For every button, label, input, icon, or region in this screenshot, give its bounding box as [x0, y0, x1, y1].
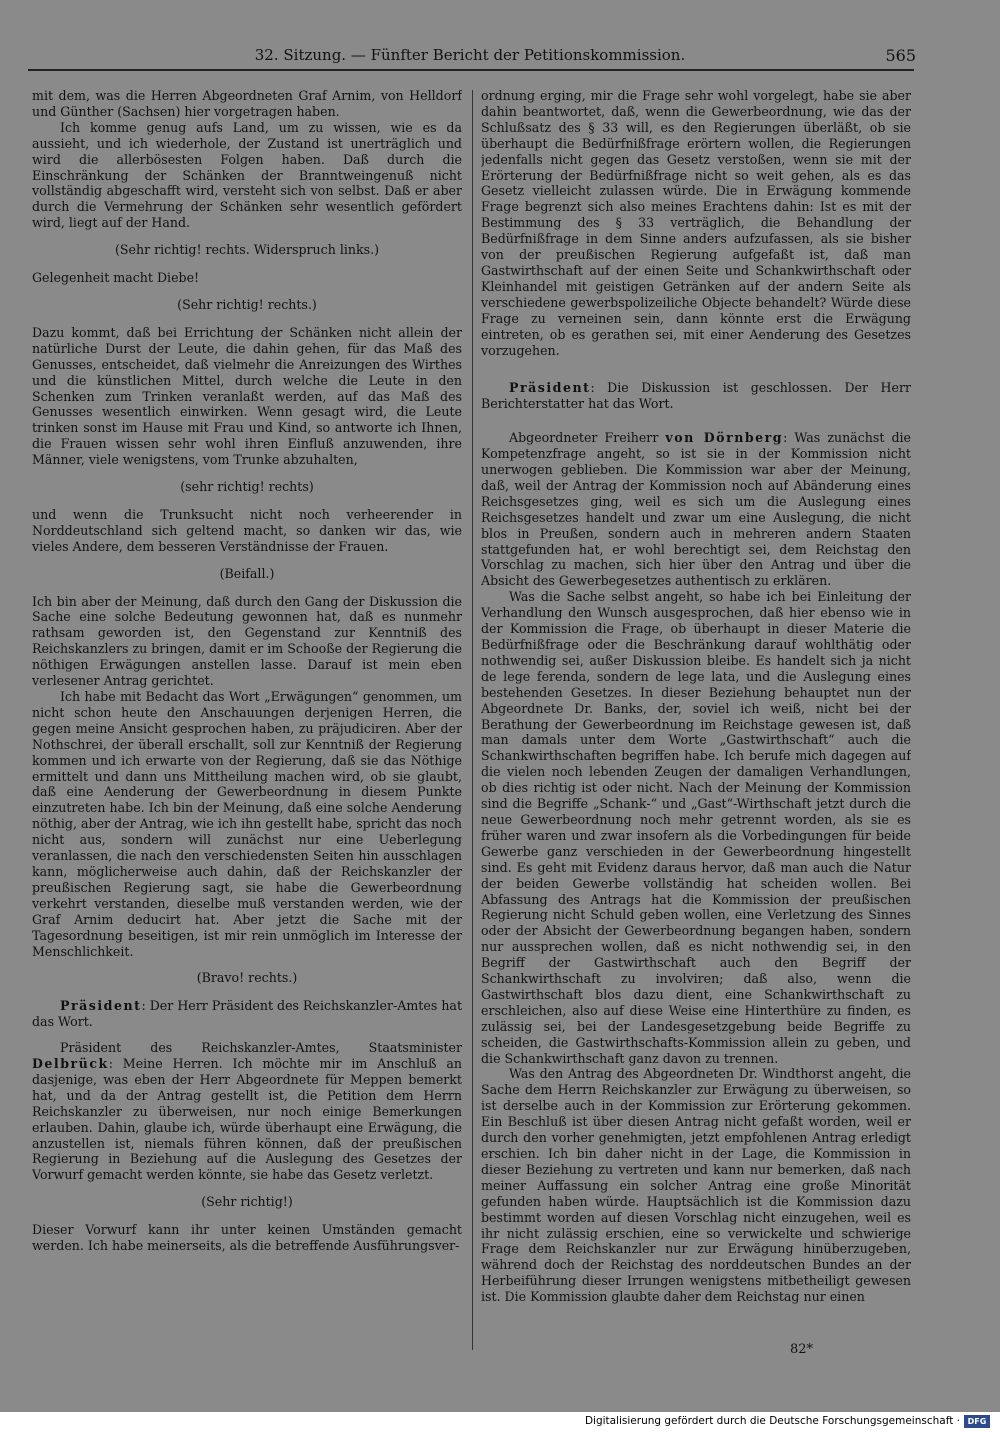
interjection: (Sehr richtig! rechts.) — [177, 296, 317, 312]
page-title: 32. Sitzung. — Fünfter Bericht der Petitionskommission. — [254, 46, 686, 64]
speaker-name: Delbrück — [32, 1056, 109, 1072]
paragraph: Gelegenheit macht Diebe! — [32, 270, 200, 286]
paragraph: Dieser Vorwurf kann ihr unter keinen Umständen gemacht werden. Ich habe meinerseits, als die betreffende Ausführungsver- — [32, 1222, 462, 1254]
speaker-name: von Dörnberg — [665, 430, 784, 446]
paragraph: mit dem, was die Herren Abgeordneten Graf Arnim, von Helldorf und Günther (Sachsen) hier vorgetragen haben. — [32, 88, 462, 119]
interjection: (Bravo! rechts.) — [196, 970, 298, 986]
speaker-role: Abgeordneter Freiherr — [509, 430, 666, 446]
speech-paragraph — [481, 430, 911, 589]
paragraph: und wenn die Trunksucht nicht noch verheerender in Norddeutschland sich geltend macht, so danken wir das, wie vieles Andere, dem besseren Verständnisse der Frauen. — [32, 506, 462, 554]
paragraph: Ich habe mit Bedacht das Wort „Erwägungen“ genommen, um nicht schon heute den Anschauungen derjenigen Herren, die gegen meine Ansicht gesprochen haben, zu präjudiciren. Aber der Nothschrei, der überall erschallt, soll zur Kenntniß der Regierung kommen und ich erwarte von der Regierung, daß sie das Nöthige ermittelt und dann uns Mittheilung machen wird, ob sie glaubt, daß eine Aenderung der Gewerbeordnung in diesem Punkte einzutreten habe. Ich bin der Meinung, daß eine solche Aenderung nöthig, aber der Antrag, wie ich ihn gestellt habe, spricht das noch nicht aus, sondern will zunächst nur eine Ueberlegung veranlassen, die nach den verschiedensten Seiten hin ausschlagen kann, möglicherweise auch dahin, daß der Reichskanzler der preußischen Regierung sagt, sie habe die Gewerbeordnung verkehrt verstanden, dieselbe muß verstanden werden, wie der Graf Arnim deducirt hat. Aber jetzt die Sache mit der Tagesordnung beseitigen, ist mir rein unmöglich im Interesse der Menschlichkeit. — [32, 689, 462, 959]
speech-paragraph — [32, 998, 462, 1030]
paragraph: Was den Antrag des Abgeordneten Dr. Windthorst angeht, die Sache dem Herrn Reichskanzler zur Erwägung zu überweisen, so ist derselbe auch in der Kommission zur Erörterung gekommen. Ein Beschluß ist über diesen Antrag nicht gefaßt worden, weil er durch den vorher genehmigten, jetzt empfohlenen Antrag erledigt erschien. Ich bin daher nicht in der Lage, die Kommission in dieser Beziehung zu vertreten und kann nur bemerken, daß nach meiner Auffassung ein solcher Antrag eine große Minorität gefunden haben würde. Hauptsächlich ist die Kommission dazu bestimmt worden auf diesen Vorschlag nicht einzugehen, weil es ihr nicht zulässig erschien, eine so verwickelte und schwierige Frage dem Reichskanzler nur zur Erwägung hinüberzugeben, während doch der Reichstag des norddeutschen Bundes an der Herbeiführung dieser Irrungen wenigstens mitbetheiligt gewesen ist. Die Kommission glaubte daher dem Reichstag nur einen — [481, 1066, 911, 1305]
paragraph: Was die Sache selbst angeht, so habe ich bei Einleitung der Verhandlung den Wunsch ausgesprochen, daß hier ebenso wie in der Kommission die Frage, ob überhaupt in dieser Materie die Bedürfnißfrage oder die Beschränkung darauf wohlthätig oder nothwendig sei, außer Diskussion bleibe. Es handelt sich ja nicht de lege ferenda, sondern de lege lata, und die Auslegung eines bestehenden Gesetzes. In dieser Beziehung behauptet nun der Abgeordnete Dr. Banks, der, soviel ich weiß, nicht bei der Berathung der Gewerbeordnung im Reichstage gewesen ist, daß man damals unter dem Worte „Gastwirthschaft“ auch die Schankwirthschaften begriffen habe. Ich berufe mich dagegen auf die vielen noch lebenden Zeugen der damaligen Verhandlungen, ob dies richtig ist oder nicht. Nach der Meinung der Kommission sind die Begriffe „Schank-“ und „Gast“-Wirthschaft jetzt durch die neue Gewerbeordnung noch mehr getrennt worden, als sie es früher waren und zwar insofern als die Vorbedingungen für beide Gewerbe ganz verschieden in der Gewerbeordnung hingestellt sind. Es geht mit Evidenz daraus hervor, daß man auch die Natur der beiden Gewerbe vollständig hat scheiden wollen. Bei Abfassung des Antrags hat die Kommission der preußischen Regierung nicht Schuld geben wollen, eine Verletzung des Sinnes oder der Absicht der Gewerbeordnung begangen haben, sondern nur aussprechen wollen, daß es nicht nothwendig sei, in den Begriff der Gastwirthschaft auch den Begriff der Schankwirthschaft zu involviren; daß also, wenn die Gastwirthschaft blos dazu dient, eine Schankwirthschaft zu erschleichen, also auf diese Weise eine Hinterthüre zu finden, es zulässig sei, bei der Landesgesetzgebung beide Begriffe zu scheiden, die Gastwirthschafts-Kommission allein zu geben, und die Schankwirthschaft ganz davon zu trennen. — [481, 589, 911, 1066]
header-rule — [28, 69, 914, 71]
speech-text: : Die Diskussion ist geschlossen. Der Herr Berichterstatter hat das Wort. — [481, 380, 911, 412]
paragraph: Dazu kommt, daß bei Errichtung der Schänken nicht allein der natürliche Durst der Leute, die dahin gehen, für das Maß des Genusses, entscheidet, daß vielmehr die Anreizungen des Wirthes und die künstlichen Mittel, durch welche die Leute in den Schenken zum Trinken veranlaßt werden, auf das Maß des Genusses wesentlich einwirken. Wenn gesagt wird, die Leute trinken sonst im Hause mit Frau und Kind, so antworte ich Ihnen, die Frauen wissen sehr wohl ihren Einfluß anzuwenden, ihre Männer, viele wenigstens, vom Trunke abzuhalten, — [32, 324, 462, 468]
signature-mark: 82* — [790, 1342, 814, 1357]
interjection: (Beifall.) — [219, 565, 275, 581]
speaker-role: Präsident des Reichskanzler-Amtes, Staatsminister — [60, 1040, 462, 1056]
speaker-name: Präsident — [60, 998, 142, 1014]
interjection: (Sehr richtig! rechts. Widerspruch links.) — [114, 242, 379, 258]
page-number: 565 — [885, 46, 916, 65]
speaker-name: Präsident — [509, 380, 591, 396]
paragraph: Ich komme genug aufs Land, um zu wissen, wie es da aussieht, und ich wiederhole, der Zustand ist unerträglich und wird die allerbösesten Folgen haben. Daß durch die Einschränkung der Schänken der Branntweingenuß nicht vollständig abgeschafft wird, versteht sich von selbst. Daß er aber durch die Vermehrung der Schänken sehr wesentlich gefördert wird, liegt auf der Hand. — [32, 119, 462, 231]
page-header — [24, 46, 916, 68]
speech-text: : Der Herr Präsident des Reichskanzler-Amtes hat das Wort. — [32, 998, 462, 1030]
footer — [584, 1414, 994, 1430]
speech-paragraph — [481, 380, 911, 412]
interjection: (sehr richtig! rechts) — [180, 479, 314, 495]
footer-text: Digitalisierung gefördert durch die Deutsche Forschungsgemeinschaft · — [584, 1415, 960, 1427]
speech-paragraph — [32, 1040, 462, 1183]
paragraph: ordnung erging, mir die Frage sehr wohl vorgelegt, habe sie aber dahin beantwortet, daß, wenn die Gewerbeordnung, wie das der Schlußsatz des § 33 will, es den Regierungen überläßt, ob sie überhaupt die Bedürfnißfrage erörtern wollen, die Regierungen jedenfalls nicht gegen das Gesetz verstoßen, wenn sie mit der Erörterung der Bedürfnißfrage nicht so weit gehen, als es das Gesetz vielleicht zulassen würde. Die in Erwägung kommende Frage begrenzt sich also meines Erachtens dahin: Ist es mit der Bestimmung des § 33 verträglich, die Behandlung der Bedürfnißfrage in dem Sinne anders aufzufassen, als sie bisher von der preußischen Regierung aufgefaßt ist, daß man Gastwirthschaft auf der einen Seite und Schankwirthschaft oder Kleinhandel mit geistigen Getränken auf der andern Seite als verschiedene gewerbspolizeiliche Objecte behandelt? Würde diese Frage zu verneinen sein, dann könnte erst die Erwägung eintreten, ob es gerathen sei, mit einer Aenderung des Gesetzes vorzugehen. — [481, 88, 911, 358]
speech-text: : Meine Herren. Ich möchte mir im Anschluß an dasjenige, was eben der Herr Abgeordnete für Meppen bemerkt hat, und da der Antrag gestellt ist, die Petition dem Herrn Reichskanzler zu überweisen, nur noch einige Bemerkungen erlauben. Dahin, glaube ich, würde überhaupt eine Erwägung, die anzustellen ist, niemals führen können, daß der preußischen Regierung in Beziehung auf die Auslegung des Gesetzes der Vorwurf gemacht werden könnte, sie habe das Gesetz verletzt. — [32, 1056, 462, 1183]
interjection: (Sehr richtig!) — [201, 1194, 293, 1210]
right-column — [481, 88, 911, 1350]
dfg-logo-icon: DFG — [964, 1415, 990, 1428]
left-column — [32, 88, 462, 1350]
paragraph: Ich bin aber der Meinung, daß durch den Gang der Diskussion die Sache eine solche Bedeutung gewonnen hat, daß es nunmehr rathsam geworden ist, den Gegenstand zur Kenntniß des Reichskanzlers zu bringen, damit er im Schooße der Regierung die nöthigen Erwägungen anstellen lasse. Darauf ist mein eben verlesener Antrag gerichtet. — [32, 593, 462, 689]
speech-text: : Was zunächst die Kompetenzfrage angeht, so ist sie in der Kommission nicht unerwogen geblieben. Die Kommission war aber der Meinung, daß, weil der Antrag der Kommission noch auf Abänderung eines Reichsgesetzes ging, weil es sich um die Auslegung eines Reichsgesetzes handelt und zwar um eine Auslegung, die nicht blos in Preußen, sondern auch in mehreren andern Staaten stattgefunden hat, er wohl berechtigt sei, dem Reichstag den Vorschlag zu machen, sich hier über den Antrag und über die Absicht des Gewerbegesetzes authentisch zu erklären. — [481, 430, 911, 589]
column-divider — [472, 90, 473, 1350]
